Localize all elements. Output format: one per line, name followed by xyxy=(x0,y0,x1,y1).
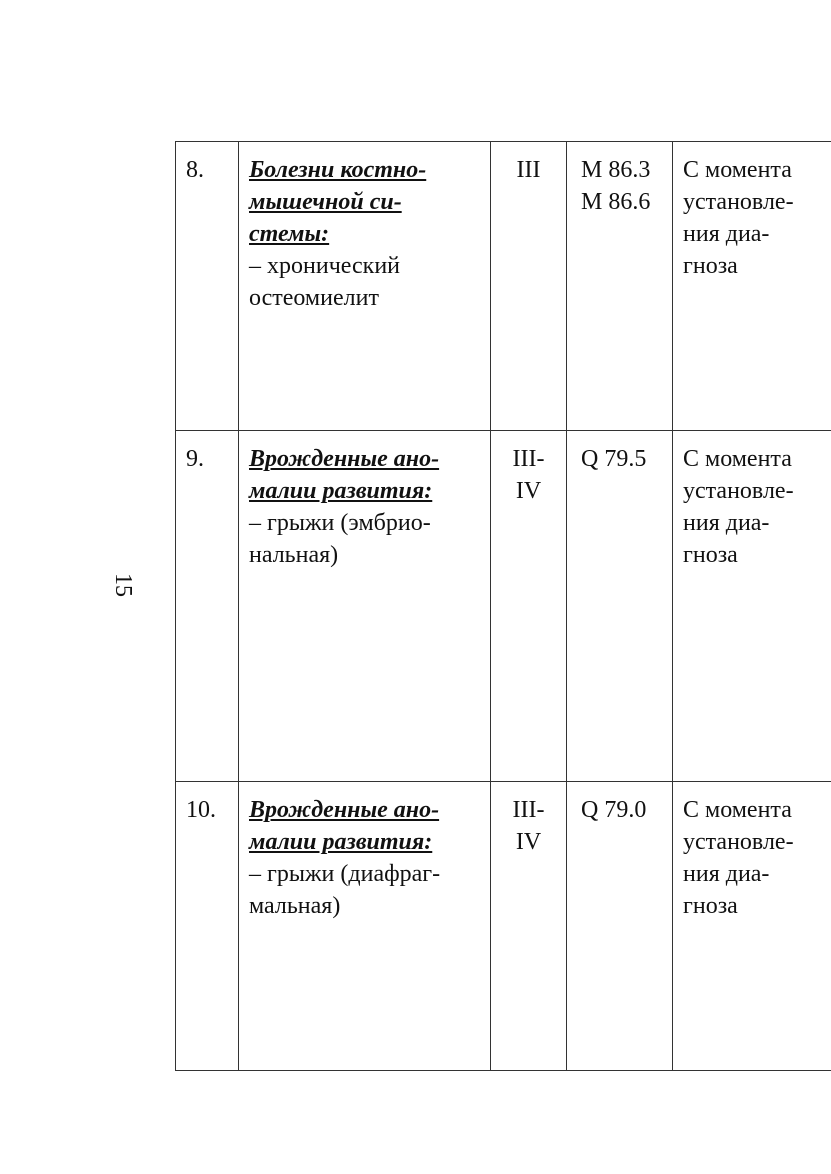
table-row xyxy=(176,782,831,1071)
disease-category-heading: Врожденные ано- малии развития: xyxy=(249,446,440,504)
term-text: С момента установле- ния диа- гноза xyxy=(673,142,831,431)
disability-group: III- IV xyxy=(491,782,567,1071)
row-number: 8. xyxy=(176,142,239,431)
disability-group: III xyxy=(491,142,567,431)
disease-name: – грыжи (эмбрио- xyxy=(249,510,431,536)
row-number: 9. xyxy=(176,431,239,782)
disease-description xyxy=(239,782,491,1071)
page-number: 15 xyxy=(110,573,136,597)
disease-table xyxy=(175,141,831,1071)
icd-code: Q 79.5 xyxy=(567,431,673,782)
term-text: С момента установле- ния диа- гноза xyxy=(673,431,831,782)
row-number: 10. xyxy=(176,782,239,1071)
term-text: С момента установле- ния диа- гноза xyxy=(673,782,831,1071)
disease-category-heading: Болезни костно- мышечной си- стемы: xyxy=(249,157,427,247)
table-row xyxy=(176,142,831,431)
disease-name: – грыжи (диафраг- xyxy=(249,861,441,887)
disease-category-heading: Врожденные ано- малии развития: xyxy=(249,797,440,855)
disease-name: нальная) xyxy=(249,542,339,568)
disability-group: III- IV xyxy=(491,431,567,782)
disease-description xyxy=(239,431,491,782)
table-row xyxy=(176,431,831,782)
icd-code: M 86.3 M 86.6 xyxy=(567,142,673,431)
disease-name: остеомиелит xyxy=(249,285,379,311)
disease-name: – хронический xyxy=(249,253,401,279)
icd-code: Q 79.0 xyxy=(567,782,673,1071)
disease-description xyxy=(239,142,491,431)
disease-name: мальная) xyxy=(249,893,341,919)
